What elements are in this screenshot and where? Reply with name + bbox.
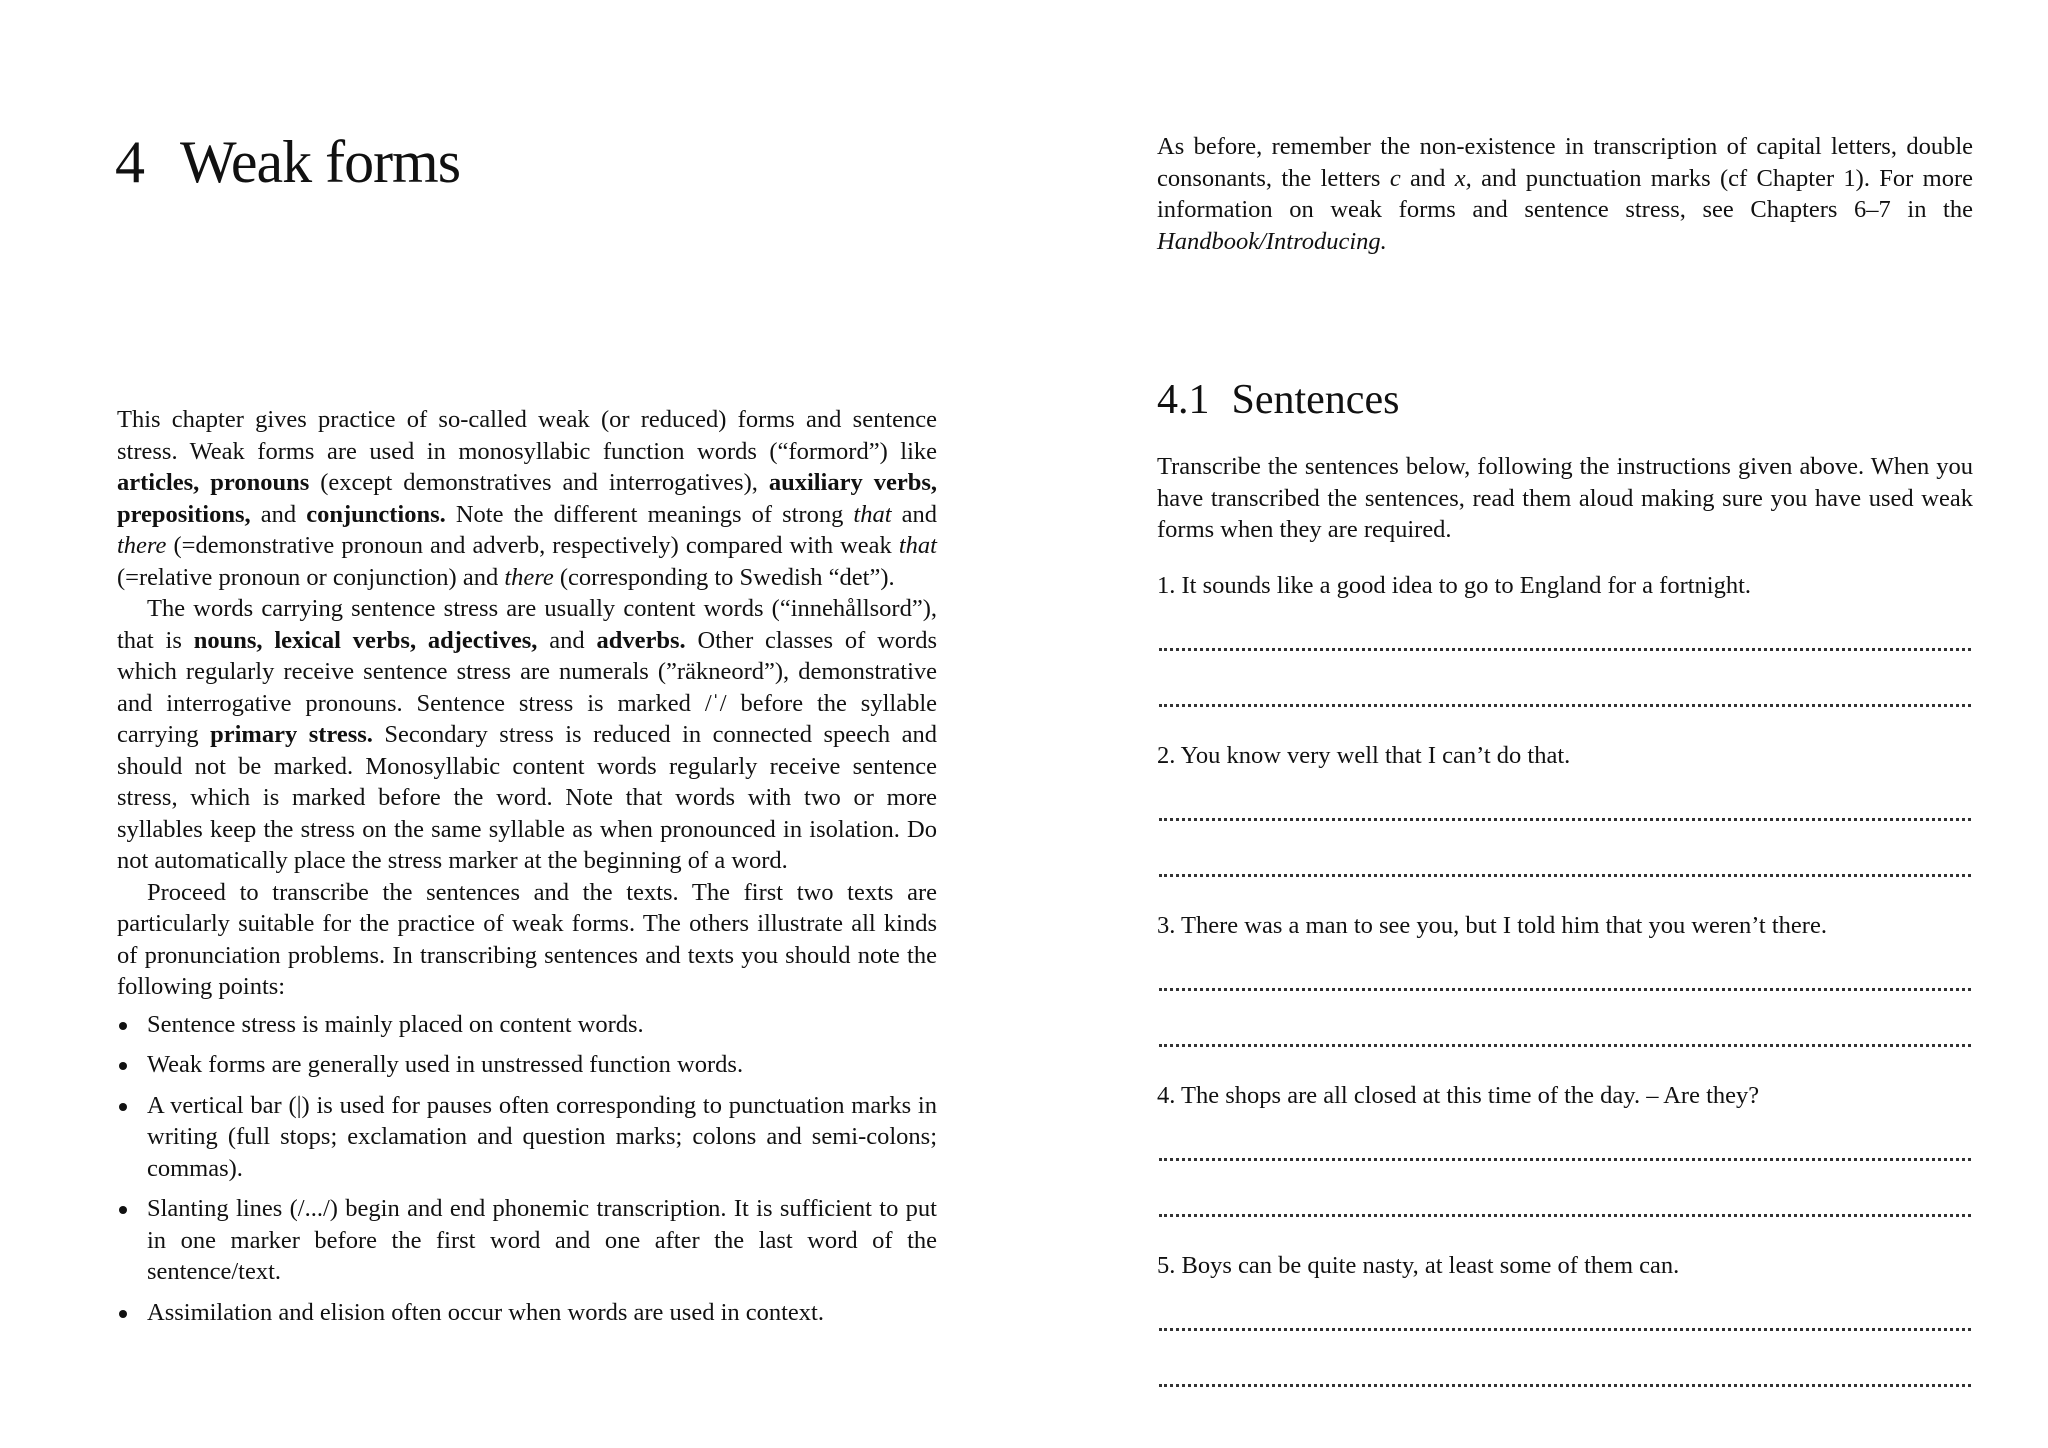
exercise-sentence: 4. The shops are all closed at this time of the day. – Are they? — [1157, 1082, 1760, 1109]
text-run: and — [250, 500, 307, 528]
bold-term: auxiliary verbs, prepositions, — [117, 469, 937, 528]
text-run: and — [891, 500, 938, 528]
list-item — [117, 1297, 937, 1329]
chapter-number: 4 — [115, 129, 144, 195]
section-title: Sentences — [1231, 377, 1400, 423]
italic-term: there — [117, 532, 167, 559]
list-item-text: Weak forms are generally used in unstressed function words. — [147, 1051, 744, 1078]
italic-term: there — [504, 563, 554, 591]
italic-term: Handbook/Introducing. — [1157, 227, 1387, 255]
exercise-item — [1157, 1080, 1973, 1250]
chapter-title: Weak forms — [180, 129, 461, 195]
answer-line[interactable] — [1159, 818, 1971, 821]
list-item-text: Slanting lines (/.../) begin and end phonemic transcription. It is sufficient to put in one marker before the first word and one after the last word of the sentence/text. — [147, 1195, 937, 1285]
bullet-icon — [119, 1206, 127, 1214]
exercise-item — [1157, 1250, 1973, 1420]
exercise-item — [1157, 570, 1973, 740]
answer-line[interactable] — [1159, 1328, 1971, 1331]
exercise-item — [1157, 740, 1973, 910]
italic-term: that — [898, 532, 937, 559]
chapter-body — [117, 404, 937, 1337]
text-run: (=relative pronoun or conjunction) and — [117, 563, 505, 591]
text-run: Other classes of words which regularly receive sentence stress are numerals (”räkneord”), demonstrative and interrogative pronouns. Sentence stress is marked /ˈ/ before the syllable carrying — [117, 626, 937, 748]
text-run: (corresponding to Swedish “det”). — [553, 563, 895, 591]
text-run: (=demonstrative pronoun and adverb, respectively) compared with weak — [166, 532, 899, 559]
paragraph-1 — [117, 404, 937, 593]
answer-line[interactable] — [1159, 648, 1971, 651]
text-run: Secondary stress is reduced in connected speech and should not be marked. Monosyllabic content words regularly receive sentence stress, which is marked before the word. Note that words with two or more syllables keep the stress on the same syllable as when pronounced in isolation. Do not automatically place the stress marker at the beginning of a word. — [117, 721, 937, 874]
intro-paragraph — [1157, 131, 1973, 257]
text-run: and — [1400, 164, 1455, 192]
list-item — [117, 1193, 937, 1288]
chapter-heading — [115, 128, 460, 197]
list-item — [117, 1049, 937, 1081]
text-run: This chapter gives practice of so-called weak (or reduced) forms and sentence stress. Weak forms are used in monosyllabic function words (“formord”) like — [117, 406, 937, 465]
bold-term: adverbs. — [596, 626, 686, 654]
exercise-sentence: 1. It sounds like a good idea to go to England for a fortnight. — [1157, 572, 1752, 599]
italic-term: c — [1389, 164, 1401, 192]
list-item-text: Assimilation and elision often occur when words are used in context. — [147, 1298, 824, 1326]
paragraph-2 — [117, 593, 937, 877]
text-run: The words carrying sentence stress are usually content words (“innehållsord”), that is — [117, 595, 937, 654]
exercise-sentence: 2. You know very well that I can’t do that. — [1157, 742, 1571, 769]
section-number: 4.1 — [1157, 377, 1210, 423]
exercise-item — [1157, 910, 1973, 1080]
section-heading — [1157, 376, 1399, 424]
bold-term: conjunctions. — [306, 500, 446, 528]
answer-line[interactable] — [1159, 1214, 1971, 1217]
answer-line[interactable] — [1159, 874, 1971, 877]
answer-line[interactable] — [1159, 1044, 1971, 1047]
text-run: and punctuation marks (cf Chapter 1). For more information on weak forms and sentence stress, see Chapters 6–7 in the — [1157, 164, 1974, 223]
points-list — [117, 1009, 937, 1329]
list-item — [117, 1009, 937, 1041]
text-run: Note the different meanings of strong — [445, 500, 854, 528]
list-item-text: A vertical bar (|) is used for pauses often corresponding to punctuation marks in writing (full stops; exclamation and question marks; colons and semi-colons; commas). — [147, 1091, 937, 1182]
section-instructions: Transcribe the sentences below, following the instructions given above. When you have transcribed the sentences, read them aloud making sure you have used weak forms when they are required. — [1157, 453, 1973, 543]
italic-term: x, — [1454, 164, 1472, 192]
answer-line[interactable] — [1159, 988, 1971, 991]
italic-term: that — [853, 500, 892, 528]
bold-term: articles, pronouns — [117, 469, 310, 496]
answer-line[interactable] — [1159, 1158, 1971, 1161]
text-run: As before, remember the non-existence in transcription of capital letters, double consonants, the letters — [1157, 133, 1973, 192]
exercise-sentence: 3. There was a man to see you, but I told him that you weren’t there. — [1157, 912, 1827, 939]
bullet-icon — [119, 1103, 127, 1111]
paragraph-3: Proceed to transcribe the sentences and the texts. The first two texts are particularly suitable for the practice of weak forms. The others illustrate all kinds of pronunciation problems. In transcribing sentences and texts you should note the following points: — [117, 878, 937, 1000]
list-item-text: Sentence stress is mainly placed on content words. — [147, 1010, 644, 1038]
exercise-sentence: 5. Boys can be quite nasty, at least some of them can. — [1157, 1252, 1680, 1279]
text-run: and — [537, 626, 597, 654]
bold-term: nouns, lexical verbs, adjectives, — [193, 626, 538, 654]
exercise-list — [1157, 570, 1973, 1420]
bullet-icon — [119, 1310, 127, 1318]
answer-line[interactable] — [1159, 704, 1971, 707]
text-run: (except demonstratives and interrogatives), — [309, 469, 769, 496]
bold-term: primary stress. — [210, 721, 373, 748]
bullet-icon — [119, 1022, 127, 1030]
answer-line[interactable] — [1159, 1384, 1971, 1387]
right-page — [1050, 0, 2048, 1448]
bullet-icon — [119, 1062, 127, 1070]
list-item — [117, 1090, 937, 1185]
